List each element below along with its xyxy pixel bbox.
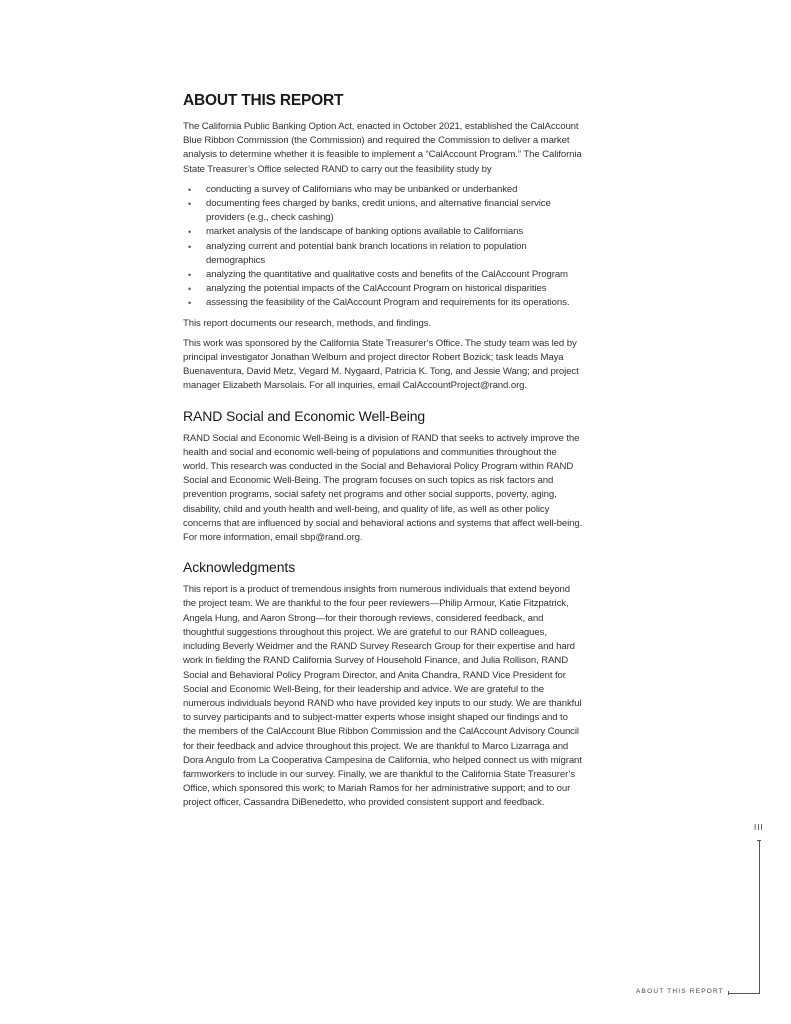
list-item: • analyzing the quantitative and qualitative costs and benefits of the CalAccount Program: [183, 268, 583, 282]
bullet-icon: •: [188, 227, 192, 238]
running-footer-label: ABOUT THIS REPORT: [636, 988, 724, 995]
list-item: • analyzing the potential impacts of the CalAccount Program on historical disparities: [183, 282, 583, 296]
margin-rule-vertical: [759, 840, 760, 994]
margin-rule-horizontal: [728, 993, 760, 994]
bullet-icon: •: [188, 298, 192, 309]
acknowledgments-heading: Acknowledgments: [183, 559, 296, 576]
bullet-icon: •: [188, 284, 192, 295]
acknowledgments-paragraph: This report is a product of tremendous insights from numerous individuals that extend beyond the project team. We are thankful to the four peer reviewers—Philip Armour, Katie Fitzpatrick, Angela Hung, and Aaron Strong—for their thorough reviews, considered feedback, and thoughtful suggestions throughout this project. We are grateful to our RAND colleagues, including Beverly Weidmer and the RAND Survey Research Group for their expertise and hard work in fielding the RAND California Survey of Household Finance, and Julia Rollison, RAND Social and Behavioral Policy Program Director, and Anita Chandra, RAND Vice President for Social and Economic Well-Being, for their leadership and advice. We are grateful to the numerous individuals beyond RAND who have provided key inputs to our study. We are thankful to survey participants and to subject-matter experts whose insight shaped our findings and to the members of the CalAccount Blue Ribbon Commission and the CalAccount Advisory Council for their feedback and advice throughout this project. We are thankful to Marco Lizarraga and Dora Angulo from La Cooperativa Campesina de California, who helped connect us with migrant farmworkers to include in our survey. Finally, we are thankful to the California State Treasurer’s Office, which sponsored this work; to Mariah Ramos for her administrative support; and to our project officer, Cassandra DiBenedetto, who provided consistent support and feedback.: [183, 584, 582, 809]
bullet-icon: •: [188, 199, 192, 210]
documents-line: This report documents our research, methods, and findings.: [183, 317, 432, 329]
feasibility-task-list: [183, 183, 583, 311]
bullet-icon: •: [188, 270, 192, 281]
division-paragraph: RAND Social and Economic Well-Being is a division of RAND that seeks to actively improve the health and social and economic well-being of populations and communities throughout the world. This research was conducted in the Social and Behavioral Policy Program within RAND Social and Economic Well-Being. The program focuses on such topics as risk factors and prevention programs, social safety net programs and other social supports, poverty, aging, disability, child and youth health and well-being, and quality of life, as well as other policy concerns that are influenced by social and behavioral actions and systems that affect well-being. For more information, email sbp@rand.org.: [183, 432, 583, 544]
report-page-content: [183, 92, 583, 817]
sponsor-paragraph: This work was sponsored by the California State Treasurer’s Office. The study team was led by principal investigator Jonathan Welburn and project director Robert Bozick; task leads Maya Buenaventura, David Metz, Vegard M. Nygaard, Patricia K. Tong, and Jessie Wang; and project manager Elizabeth Marsolais. For all inquiries, email CalAccountProject@rand.org.: [183, 337, 579, 392]
list-item: • assessing the feasibility of the CalAccount Program and requirements for its operations.: [183, 296, 583, 310]
list-item: • documenting fees charged by banks, credit unions, and alternative financial service providers (e.g., check cashing): [188, 198, 551, 224]
margin-rule-end-tick: [728, 991, 729, 995]
list-item: • market analysis of the landscape of banking options available to Californians: [183, 225, 583, 239]
list-item: • conducting a survey of Californians who may be unbanked or underbanked: [183, 183, 583, 197]
page-title: ABOUT THIS REPORT: [183, 92, 344, 109]
list-item: • analyzing current and potential bank branch locations in relation to population demographics: [188, 240, 527, 266]
intro-paragraph: The California Public Banking Option Act, enacted in October 2021, established the CalAccount Blue Ribbon Commission (the Commission) and required the Commission to deliver a market analysis to determine whether it is feasible to implement a “CalAccount Program.” The California State Treasurer’s Office selected RAND to carry out the feasibility study by: [183, 121, 582, 175]
page-number: III: [754, 823, 764, 832]
division-heading: RAND Social and Economic Well-Being: [183, 407, 426, 424]
bullet-icon: •: [188, 241, 192, 252]
bullet-icon: •: [188, 184, 192, 195]
